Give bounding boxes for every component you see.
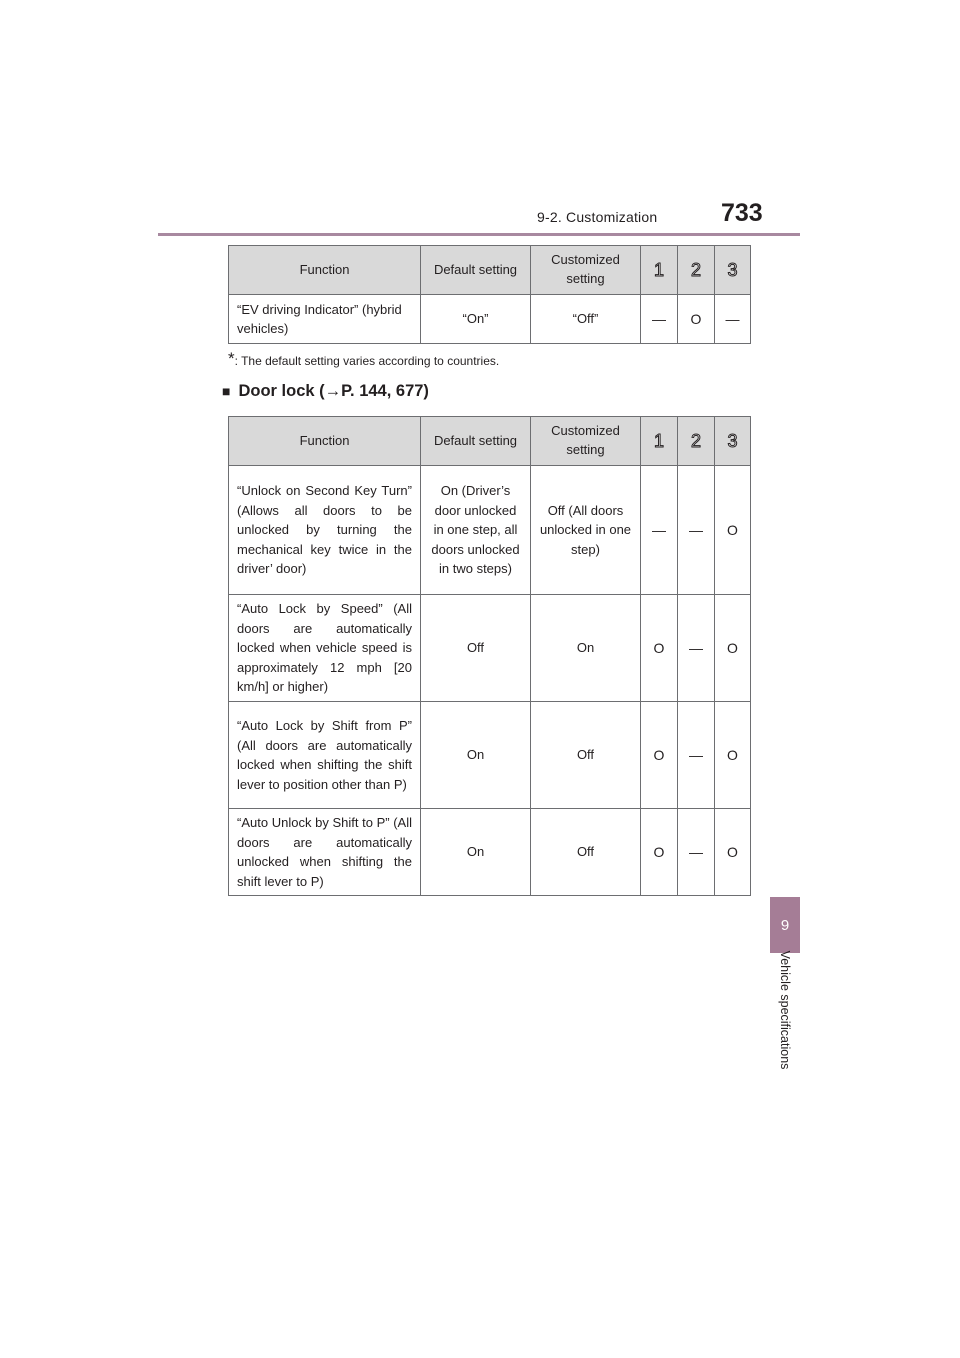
- running-header-section: 9-2. Customization: [537, 209, 658, 225]
- column-header-default: Default setting: [421, 246, 531, 295]
- default-cell: On: [421, 702, 531, 809]
- footnote: [228, 350, 499, 370]
- column-header-3: 3: [715, 417, 751, 466]
- method-1-cell: O: [641, 702, 678, 809]
- customized-cell: Off (All doors unlocked in one step): [531, 466, 641, 595]
- method-1-cell: —: [641, 295, 678, 344]
- function-cell: “EV driving Indicator” (hybrid vehicles): [229, 295, 421, 344]
- default-cell: Off: [421, 595, 531, 702]
- square-bullet-icon: ■: [222, 383, 231, 399]
- column-header-function: Function: [229, 246, 421, 295]
- default-cell: “On”: [421, 295, 531, 344]
- footnote-text: : The default setting varies according to countries.: [234, 354, 500, 368]
- method-3-cell: O: [715, 702, 751, 809]
- customized-cell: “Off”: [531, 295, 641, 344]
- table-row: [229, 702, 751, 809]
- column-header-function: Function: [229, 417, 421, 466]
- method-2-cell: O: [678, 295, 715, 344]
- page-number: 733: [721, 199, 763, 227]
- method-2-cell: —: [678, 702, 715, 809]
- method-1-cell: —: [641, 466, 678, 595]
- method-3-cell: O: [715, 595, 751, 702]
- method-3-cell: O: [715, 466, 751, 595]
- chapter-number: 9: [780, 916, 790, 934]
- ev-indicator-table: [228, 245, 751, 344]
- chapter-tab: [770, 897, 800, 953]
- method-2-cell: —: [678, 809, 715, 896]
- section-heading-door-lock: [222, 382, 429, 401]
- footnote-mark: *: [228, 349, 235, 368]
- default-cell: On: [421, 809, 531, 896]
- column-header-2: 2: [678, 417, 715, 466]
- table-row: [229, 809, 751, 896]
- column-header-default: Default setting: [421, 417, 531, 466]
- method-2-cell: —: [678, 595, 715, 702]
- method-1-cell: O: [641, 595, 678, 702]
- function-cell: “Auto Unlock by Shift to P” (All doors are automatically unlocked when shifting the shift lever to P): [229, 809, 421, 896]
- table-row: [229, 295, 751, 344]
- column-header-customized: Customized setting: [531, 246, 641, 295]
- column-header-1: 1: [641, 246, 678, 295]
- column-header-2: 2: [678, 246, 715, 295]
- method-2-cell: —: [678, 466, 715, 595]
- method-3-cell: O: [715, 809, 751, 896]
- customized-cell: Off: [531, 702, 641, 809]
- function-cell: “Unlock on Second Key Turn” (Allows all doors to be unlocked by turning the mechanical key twice in the driver’ door): [229, 466, 421, 595]
- method-3-cell: —: [715, 295, 751, 344]
- function-cell: “Auto Lock by Shift from P” (All doors are automatically locked when shifting the shift lever to position other than P): [229, 702, 421, 809]
- table-row: [229, 466, 751, 595]
- method-1-cell: O: [641, 809, 678, 896]
- chapter-tab-label: Vehicle specifications: [778, 950, 792, 1070]
- default-cell: On (Driver’s door unlocked in one step, all doors unlocked in two steps): [421, 466, 531, 595]
- header-divider: [158, 233, 800, 236]
- customized-cell: On: [531, 595, 641, 702]
- column-header-customized: Customized setting: [531, 417, 641, 466]
- function-cell: “Auto Lock by Speed” (All doors are automatically locked when vehicle speed is approximately 12 mph [20 km/h] or higher): [229, 595, 421, 702]
- section-heading-text: Door lock (→P. 144, 677): [238, 382, 429, 400]
- table-header-row: [229, 417, 751, 466]
- door-lock-table: [228, 416, 751, 896]
- table-row: [229, 595, 751, 702]
- table-header-row: [229, 246, 751, 295]
- column-header-3: 3: [715, 246, 751, 295]
- customized-cell: Off: [531, 809, 641, 896]
- column-header-1: 1: [641, 417, 678, 466]
